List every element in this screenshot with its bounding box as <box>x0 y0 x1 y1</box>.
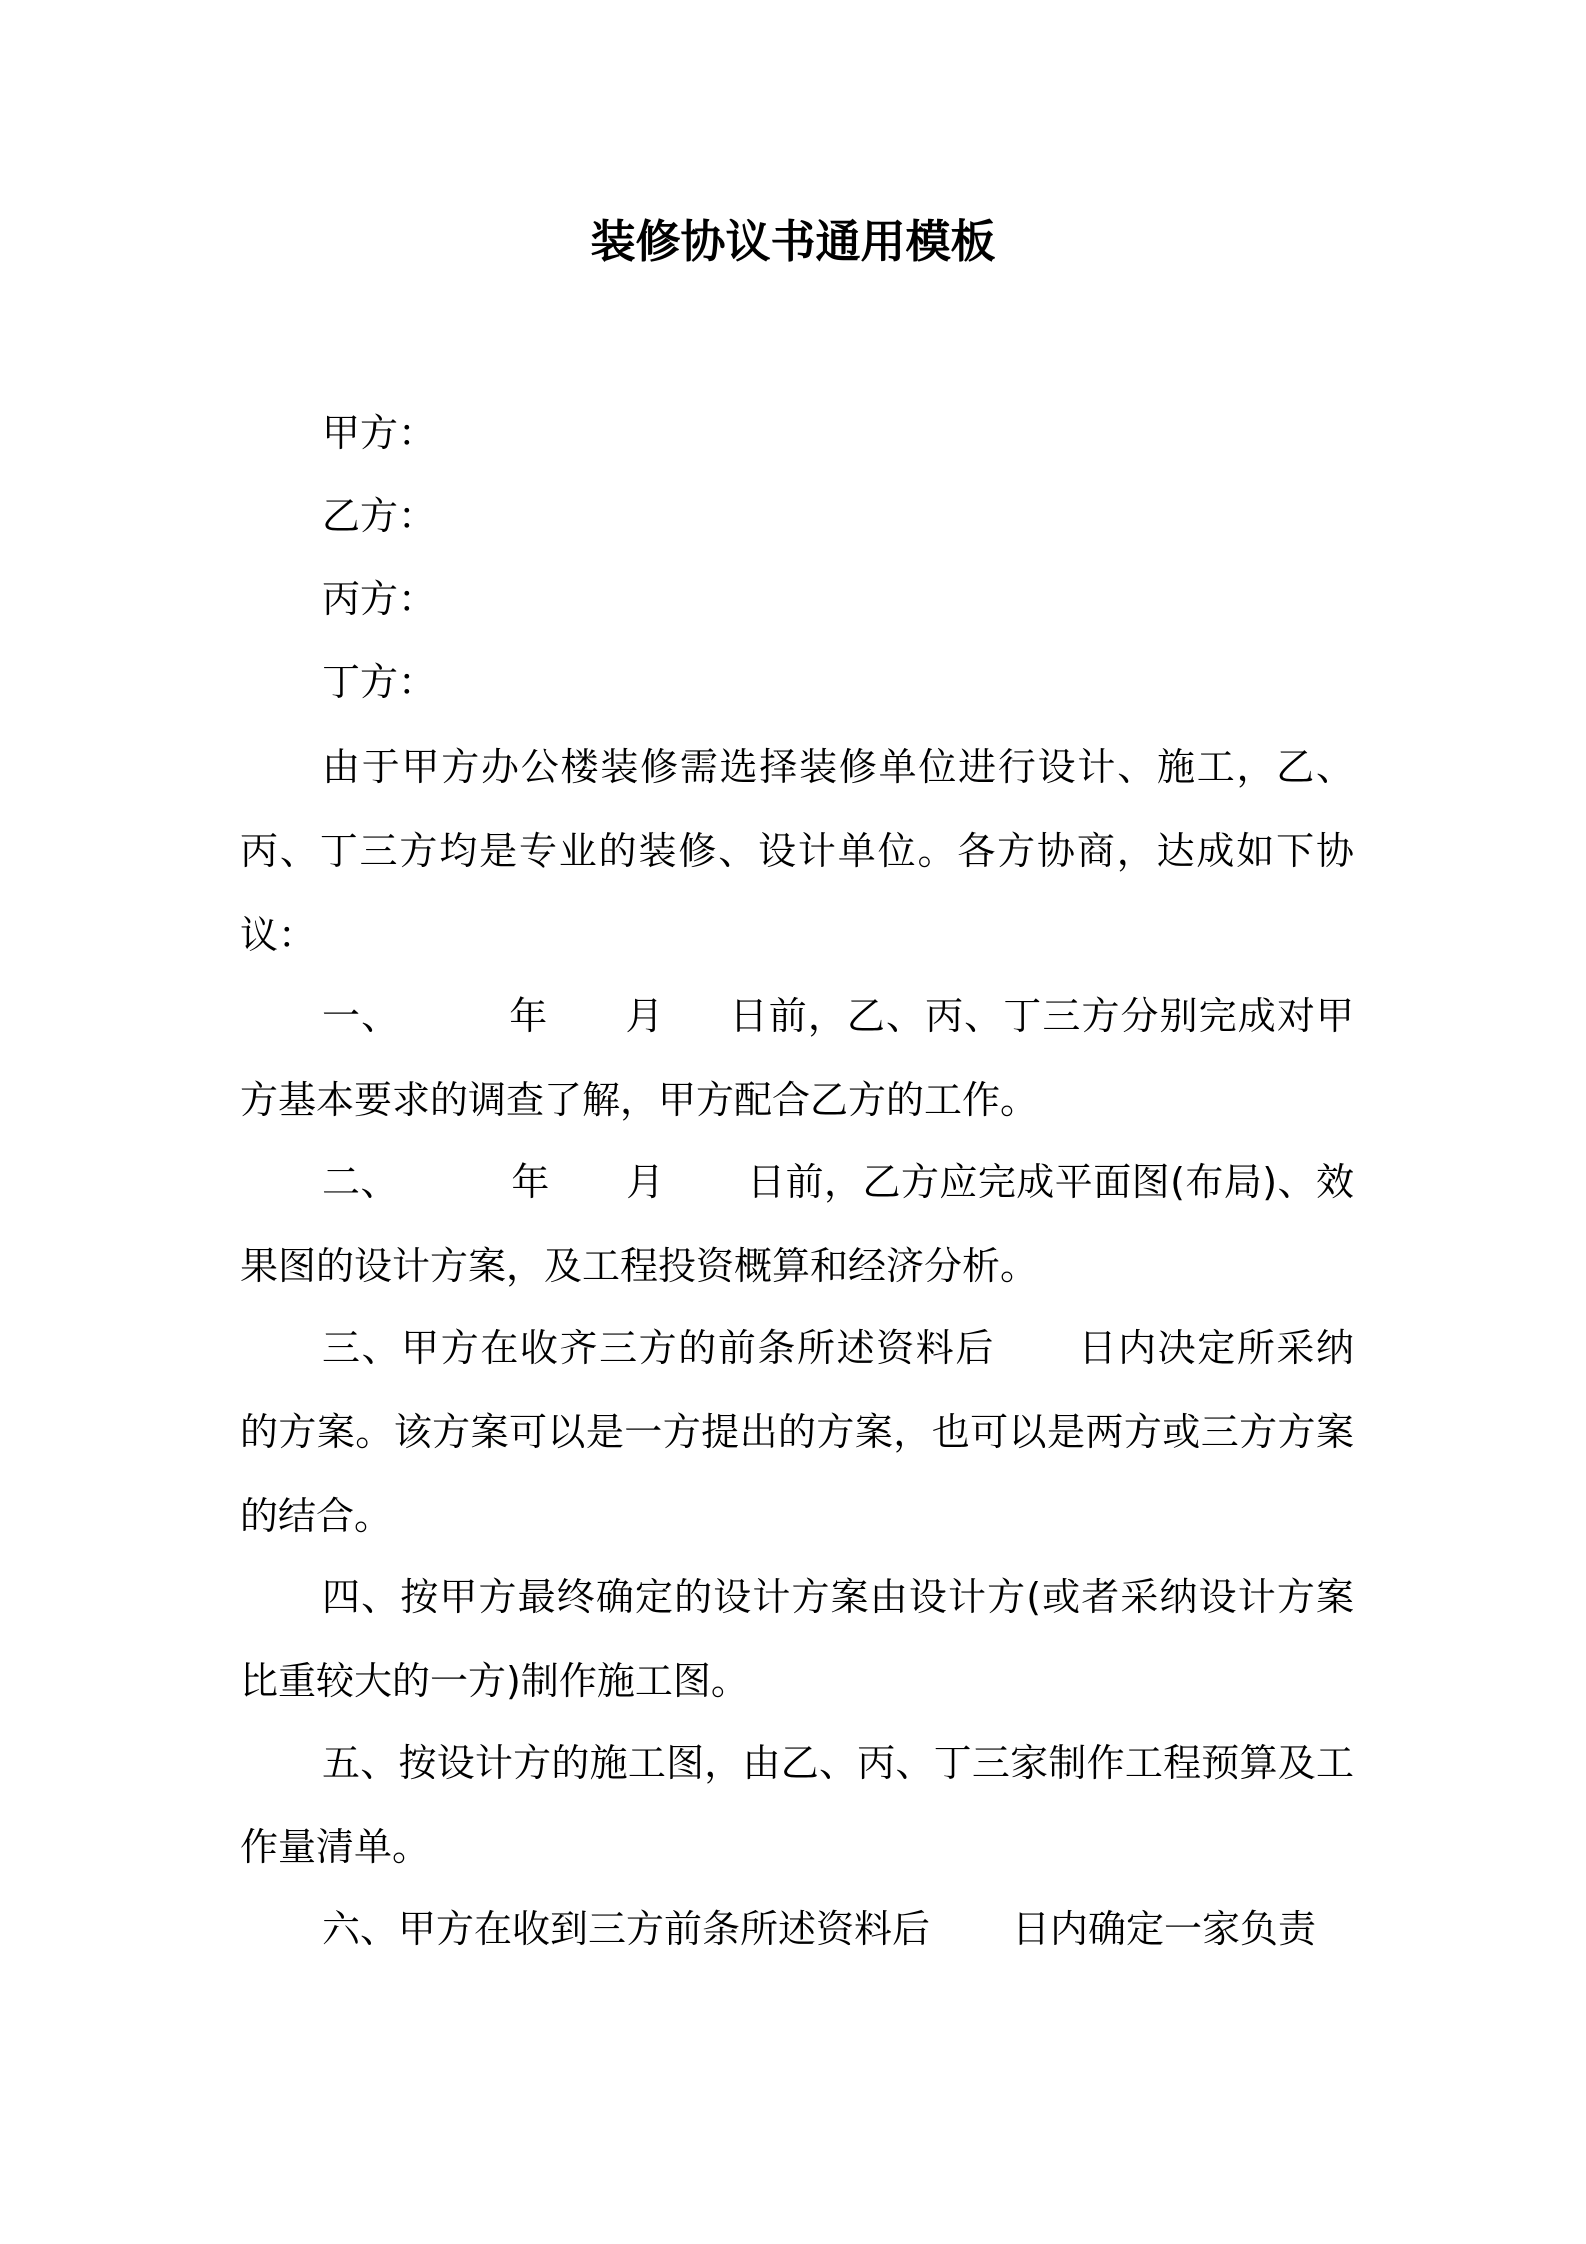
clause-1 <box>240 974 1354 1142</box>
clause-2-text: 日前，乙方应完成平面图(布局)、效果图的设计方案，及工程投资概算和经济分析。 <box>240 1160 1354 1288</box>
clause-2-year: 年 <box>510 1160 550 1204</box>
clause-1-text: 日前，乙、丙、丁三方分别完成对甲方基本要求的调查了解，甲方配合乙方的工作。 <box>240 994 1354 1122</box>
clause-1-year: 年 <box>508 994 549 1038</box>
party-c-label: 丙方： <box>322 577 437 621</box>
clause-3-text-before: 三、甲方在收齐三方的前条所述资料后 <box>322 1326 995 1370</box>
party-b-label: 乙方： <box>322 494 437 538</box>
clause-3 <box>240 1306 1354 1558</box>
clause-2 <box>240 1140 1354 1308</box>
clause-6-text-before: 六、甲方在收到三方前条所述资料后 <box>322 1907 931 1951</box>
clause-6 <box>240 1887 1354 1971</box>
party-a-label: 甲方： <box>322 411 437 455</box>
document-title: 装修协议书通用模板 <box>590 215 996 268</box>
clause-3-text-after: 日内决定所采纳的方案。该方案可以是一方提出的方案，也可以是两方或三方方案的结合。 <box>240 1326 1354 1538</box>
clause-4: 四、按甲方最终确定的设计方案由设计方(或者采纳设计方案比重较大的一方)制作施工图。 <box>240 1575 1354 1703</box>
clause-2-prefix: 二、 <box>322 1160 399 1204</box>
clause-1-month: 月 <box>624 994 665 1038</box>
clause-5: 五、按设计方的施工图，由乙、丙、丁三家制作工程预算及工作量清单。 <box>240 1741 1354 1869</box>
clause-1-prefix: 一、 <box>322 994 401 1038</box>
party-d-label: 丁方： <box>322 660 437 704</box>
clause-2-month: 月 <box>625 1160 665 1204</box>
clause-6-text-after: 日内确定一家负责 <box>1012 1907 1317 1951</box>
intro-paragraph: 由于甲方办公楼装修需选择装修单位进行设计、施工，乙、丙、丁三方均是专业的装修、设计单位。各方协商，达成如下协议： <box>240 745 1354 957</box>
